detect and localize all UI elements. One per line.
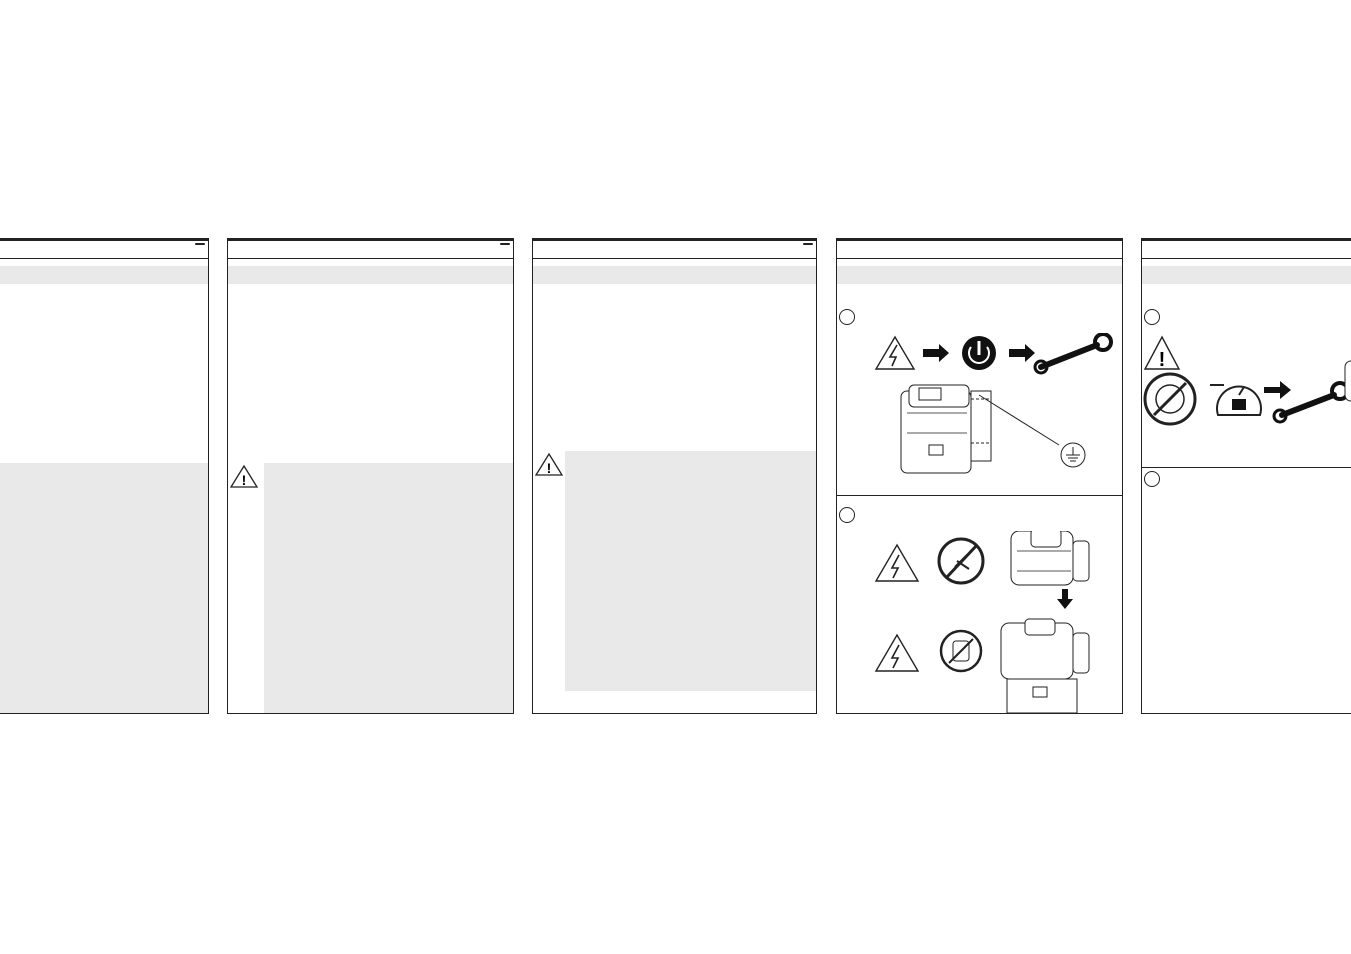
no-pressure-icon: [1145, 374, 1195, 424]
panel-header: [837, 241, 1122, 259]
warning-triangle-icon: [535, 452, 563, 476]
step-number: [839, 309, 855, 325]
step-number: [1144, 471, 1160, 487]
electric-hazard-icon: [876, 635, 918, 671]
lang-badge: [803, 243, 813, 245]
valve-assembly-icon: [1001, 619, 1089, 713]
warning-triangle-icon: [230, 464, 258, 488]
step-number: [839, 507, 855, 523]
warning-triangle-icon: [1145, 337, 1179, 371]
panel-header: [1142, 241, 1351, 259]
coil-icon: [1011, 531, 1089, 585]
attention-box: [0, 463, 208, 714]
svg-text:!: !: [546, 460, 552, 476]
lang-badge: [500, 243, 510, 245]
no-touch-icon: [939, 539, 983, 583]
arrow-right-icon: [923, 344, 949, 362]
lang-badge: [195, 243, 205, 245]
divider: [1142, 467, 1351, 468]
panel-d1: [836, 238, 1123, 714]
svg-text:!: !: [1158, 349, 1166, 371]
step2-illustration: [871, 531, 1121, 714]
panel-header: [533, 241, 816, 259]
section-subtitle: [533, 266, 816, 284]
section-subtitle: [837, 266, 1122, 284]
plug-socket-icon: [941, 631, 981, 671]
panel-f: [227, 238, 514, 714]
section-subtitle: [1142, 266, 1351, 284]
attention-box: [264, 463, 513, 714]
arrow-right-icon: [1009, 344, 1035, 362]
electric-hazard-icon: [876, 545, 918, 581]
step3-illustration: [1142, 333, 1351, 463]
step1-illustration: [871, 333, 1121, 479]
section-subtitle: [228, 266, 513, 284]
arrow-right-icon: [1264, 381, 1291, 399]
panel-e: [532, 238, 817, 714]
panel-header: [228, 241, 513, 259]
svg-text:!: !: [241, 472, 247, 488]
attention-box: [565, 451, 816, 691]
wrench-icon: [1035, 334, 1111, 373]
panel-d2: [1141, 238, 1351, 714]
pressure-gauge-icon: [1210, 385, 1261, 415]
valve-icon: [1345, 361, 1351, 401]
panel-gb: [0, 238, 209, 714]
electric-hazard-icon: [876, 337, 914, 369]
divider: [837, 495, 1122, 496]
power-off-icon: [962, 336, 996, 370]
step-number: [1144, 309, 1160, 325]
ground-symbol-icon: [1061, 443, 1085, 467]
section-subtitle: [0, 266, 208, 284]
arrow-down-icon: [1057, 589, 1073, 609]
valve-coil-icon: [901, 385, 991, 473]
panel-header: [0, 241, 208, 259]
